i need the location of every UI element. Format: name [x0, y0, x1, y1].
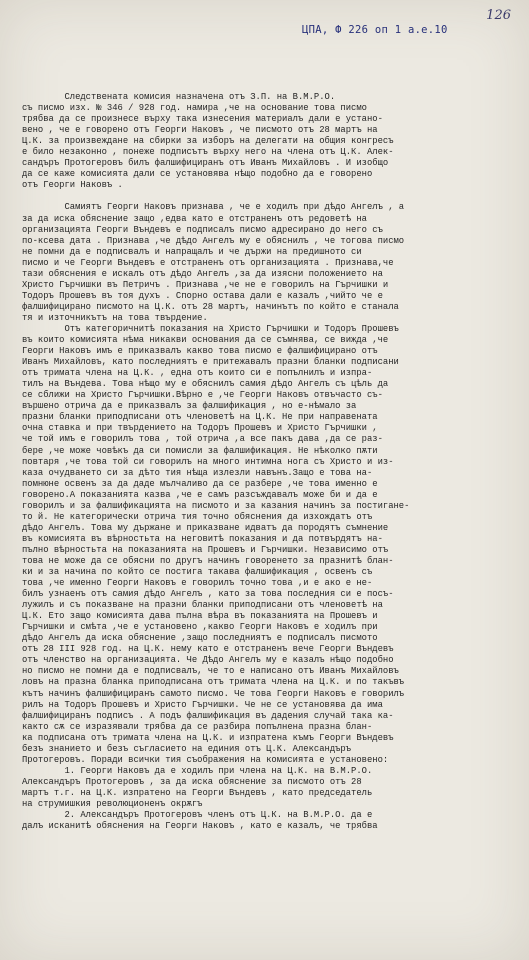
- text-line: тилъ на Въндева. Това нѣщо му е обяснилъ самия дѣдо Ангелъ съ цѣль да: [22, 379, 389, 390]
- text-line: въ които комисията нѣма никакви основания да се съмнява, се вижда ,че: [22, 335, 389, 346]
- text-line: е било незаконно , понеже подписътъ върху него на члена отъ Ц.К. Алек-: [22, 147, 394, 158]
- archive-stamp: ЦПА, Ф 226 оп 1 а.е.10: [302, 24, 448, 36]
- text-line: отъ 28 III 928 год. на Ц.К. нему като е отстраненъ вече Георги Въндевъ: [22, 644, 394, 655]
- text-line: очна ставка и при твърдението на Тодоръ Прошевъ и Христо Гърчишки ,: [22, 423, 378, 434]
- text-line: за да иска обяснение защо ,едва като е отстраненъ отъ редоветѣ на: [22, 213, 367, 224]
- text-line: отъ членство на организацията. Че Дѣдо Ангелъ му е казалъ нѣщо подобно: [22, 655, 394, 666]
- text-line: вено , че е говорено отъ Георги Наковъ , че писмото отъ 28 мартъ на: [22, 125, 378, 136]
- text-line: писмо и че Георги Въндевъ е отстраненъ отъ организацията . Признава,че: [22, 257, 394, 268]
- text-line: да се каже комисията дали се установява нѣщо подобно да е говорено: [22, 169, 373, 180]
- text-line: мартъ т.г. на Ц.К. изпратено на Георги Въндевъ , като председатель: [22, 787, 373, 798]
- text-line: Александъръ Протогеровъ , за да иска обяснение за писмото отъ 28: [22, 776, 362, 787]
- text-line: [22, 191, 522, 202]
- text-line: говорилъ и за фалшификацията на писмото и за казания начинъ за постигане-: [22, 500, 410, 511]
- text-line: помнюне освенъ за да даде мълчаливо да се разбере ,че това именно е: [22, 478, 378, 489]
- text-line: Ц.К. за произвеждане на сбирки за изборъ на делегати на общия конгресъ: [22, 136, 394, 147]
- text-line: Христо Гърчишки въ Петричъ . Признава ,че не е говорилъ на Гърчишки и: [22, 279, 389, 290]
- text-line: рилъ на Тодоръ Прошевъ и Христо Гърчишки. Че не се установява да има: [22, 699, 383, 710]
- text-line: по-ксева дата . Признава ,че дѣдо Ангелъ му е обяснилъ , че тогова писмо: [22, 235, 405, 246]
- text-line: това не може да се обясни по другъ начинъ говоренето за празнитѣ блан-: [22, 555, 394, 566]
- text-line: дѣдо Ангелъ да иска обяснение ,защо последниятъ е подписалъ писмото: [22, 633, 378, 644]
- text-line: безъ знанието и безъ съгласието на единия отъ Ц.К. Александъръ: [22, 743, 352, 754]
- text-line: 2. Александъръ Протогеровъ членъ отъ Ц.К. на В.М.Р.О. да е: [22, 810, 373, 821]
- text-line: се сближи на Христо Гърчишки.Вѣрно е ,че Георги Наковъ отвъчасто съ-: [22, 390, 383, 401]
- text-line: на струмишкия революционенъ окрѫгъ: [22, 799, 203, 809]
- text-line: Отъ категоричнитѣ показания на Христо Гърчишки и Тодоръ Прошевъ: [22, 323, 399, 334]
- text-line: пълно вѣрностьта на показанията на Прошевъ и Гърчишки. Независимо отъ: [22, 544, 389, 555]
- text-line: но писмо не помни да е подписвалъ, че то е написано отъ Иванъ Михайловъ: [22, 666, 399, 677]
- text-line: Протогеровъ. Поради всички тия съображения на комисията е установено:: [22, 754, 389, 765]
- text-line: бере ,че може човѣкъ да си помисли за фалшификация. Не нѣколко пѫти: [22, 445, 378, 456]
- text-line: фалшифициранъ подписъ . А подъ фалшификация въ дадения случай така ка-: [22, 710, 394, 721]
- text-line: съ писмо изх. № 346 / 928 год. намира ,че на основание това писмо: [22, 103, 367, 114]
- text-line: каза очудването си за дѣто тия нѣща излезли навънъ.Защо е това на-: [22, 467, 373, 478]
- text-line: сандъръ Протогеровъ билъ фалшифициранъ отъ Иванъ Михайловъ . И изобщо: [22, 158, 389, 169]
- text-line: Гърчишки и смѣта ,че е установено ,какво Георги Наковъ е ходилъ при: [22, 622, 378, 633]
- text-line: ка подписана отъ тримата члена на Ц.К. и изпратена къмъ Георги Въндевъ: [22, 732, 394, 743]
- text-line: тя и източникътъ на това твърдение.: [22, 312, 208, 323]
- text-line: организацията Георги Въндевъ е подписалъ писмо адресирано до него съ: [22, 224, 383, 235]
- text-line: билъ узнаенъ отъ самия дѣдо Ангелъ , като за това последния си е посъ-: [22, 589, 394, 600]
- text-line: отъ Георги Наковъ .: [22, 180, 123, 191]
- text-line: то й. Не категорически отрича тия точно обяснения да изхождатъ отъ: [22, 511, 373, 522]
- text-line: Ц.К. Ето защо комисията дава пълна вѣра въ показанията на Прошевъ и: [22, 611, 378, 622]
- text-line: както сѫ се изразявали трябва да се разбира попълнена празна блан-: [22, 721, 373, 732]
- text-line: това ,че именно Георги Наковъ е говорилъ точно това ,и е ако е не-: [22, 578, 373, 589]
- text-line: празни бланки приподписани отъ членоветѣ на Ц.К. Не при направената: [22, 412, 378, 423]
- text-line: Самиятъ Георги Наковъ признава , че е ходилъ при дѣдо Ангелъ , а: [22, 202, 405, 213]
- document-body: [22, 92, 522, 832]
- text-line: Следствената комисия назначена отъ З.П. на В.М.Р.О.: [22, 92, 336, 102]
- text-line: че той имъ е говорилъ това , той отрича ,а все пакъ дава ,да се раз-: [22, 434, 383, 445]
- text-line: дѣдо Ангелъ. Това му държане и приказване идватъ да породятъ съмнение: [22, 522, 389, 533]
- text-line: не помни да е подписвалъ и напращалъ и че държи на предишното си: [22, 246, 362, 257]
- text-line: говорено.А показанията казва ,че е самъ разсъждавалъ може би и да е: [22, 489, 378, 500]
- text-line: ки и за начина по който се постига такава фалшификация , освенъ съ: [22, 567, 373, 578]
- text-line: трябва да се произнесе върху така изнесения материалъ дали е устано-: [22, 114, 383, 125]
- text-line: ловъ на празна бланка приподписана отъ тримата члена на Ц.К. и по такъвъ: [22, 677, 405, 688]
- text-line: тази обяснения е искалъ отъ дѣдо Ангелъ ,за да изясни положението на: [22, 268, 383, 279]
- text-line: повтаря ,че това той си говорилъ на много интимна нога съ Христо и из-: [22, 456, 394, 467]
- text-line: отъ тримата члена на Ц.К. , една отъ които си е попълнилъ и изпра-: [22, 368, 373, 379]
- text-line: Тодоръ Прошевъ въ тоя духъ . Спорно остава дали е казалъ ,чийто че е: [22, 290, 383, 301]
- text-line: лужилъ и съ показване на празни бланки приподписани отъ членоветѣ на: [22, 600, 383, 611]
- text-line: далъ исканитѣ обяснения на Георги Наковъ , като е казалъ, че трябва: [22, 821, 378, 832]
- folio-number: 126: [486, 8, 511, 23]
- text-line: въ комисията въ вѣрностьта на неговитѣ показания и да потвърдятъ на-: [22, 533, 383, 544]
- text-line: кътъ начинъ фалшифициранъ самото писмо. Че това Георги Наковъ е говорилъ: [22, 688, 405, 699]
- text-line: вършено отрича да е приказвалъ за фалшификация , но е-нѣмало за: [22, 401, 357, 412]
- text-line: Георги Наковъ имъ е приказвалъ какво това писмо е фалшифицирано отъ: [22, 346, 378, 357]
- text-line: 1. Георги Наковъ да е ходилъ при члена на Ц.К. на В.М.Р.О.: [22, 765, 373, 776]
- text-line: Иванъ Михайловъ, като последниятъ е притежавалъ празни бланки подписани: [22, 357, 399, 368]
- text-line: фалшифицирано писмото на Ц.К. отъ 28 мартъ, начинътъ по който е станала: [22, 301, 399, 312]
